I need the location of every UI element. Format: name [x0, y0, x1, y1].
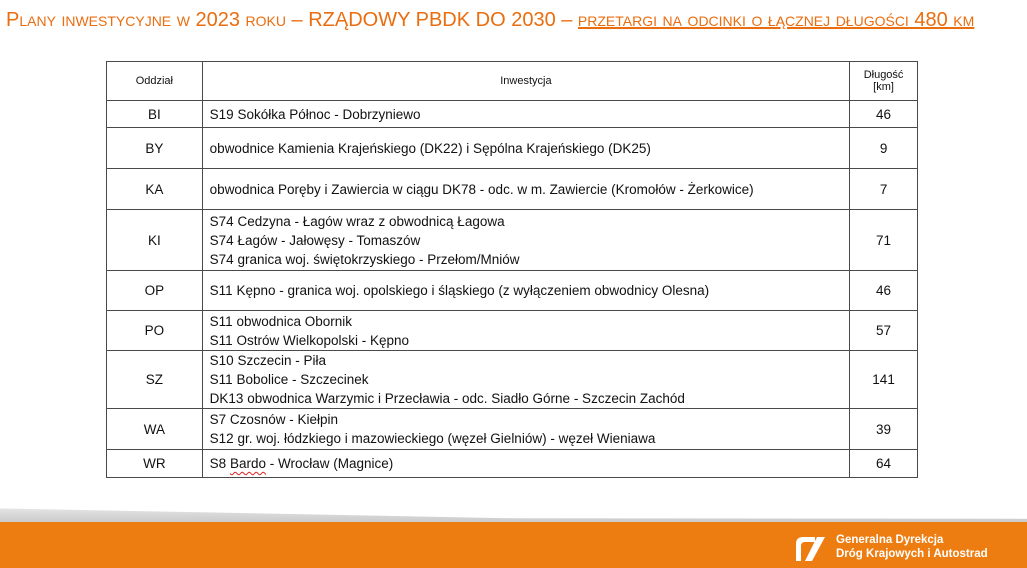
table-row — [107, 450, 918, 478]
header-inwestycja: Inwestycja — [202, 62, 849, 101]
cell-inwestycja — [202, 210, 849, 271]
investment-line: S74 granica woj. świętokrzyskiego - Przełom/Mniów — [209, 251, 520, 267]
spellcheck-word: Bardo — [229, 456, 266, 471]
investment-line: S10 Szczecin - Piła — [209, 353, 326, 368]
cell-inwestycja — [202, 409, 849, 450]
investment-line: S19 Sokółka Północ - Dobrzyniewo — [209, 106, 421, 122]
logo-line-2: Dróg Krajowych i Autostrad — [836, 548, 988, 560]
investment-line: S11 obwodnica Obornik — [209, 313, 353, 329]
cell-inwestycja — [202, 271, 849, 311]
investment-line: obwodnice Kamienia Krajeńskiego (DK22) i Sępólna Krajeńskiego (DK25) — [209, 140, 651, 156]
table-row — [107, 311, 918, 351]
cell-oddzial: OP — [107, 271, 203, 311]
cell-inwestycja — [202, 169, 849, 210]
table-row — [107, 271, 918, 311]
cell-dlugosc: 7 — [850, 169, 918, 210]
table-row — [107, 409, 918, 450]
cell-inwestycja — [202, 450, 849, 478]
cell-oddzial: KI — [107, 210, 203, 271]
cell-oddzial: PO — [107, 311, 203, 351]
investment-line: S7 Czosnów - Kiełpin — [209, 412, 338, 427]
cell-dlugosc: 46 — [850, 271, 918, 311]
cell-dlugosc: 46 — [850, 101, 918, 128]
table-row — [107, 210, 918, 271]
gddkia-logo-text — [836, 533, 1021, 563]
investment-line: S11 Kępno - granica woj. opolskiego i śląskiego (z wyłączeniem obwodnicy Olesna) — [209, 283, 710, 298]
cell-oddzial: WA — [107, 409, 203, 450]
logo-line-1: Generalna Dyrekcja — [836, 534, 944, 546]
title-main: Plany inwestycyjne w 2023 roku – RZĄDOWY PBDK DO 2030 – — [6, 9, 578, 31]
title-underlined: przetargi na odcinki o łącznej długości 480 km — [577, 9, 975, 31]
table-row — [107, 128, 918, 169]
table-row — [107, 101, 918, 128]
investment-line: S74 Cedzyna - Łagów wraz z obwodnicą Łagowa — [209, 213, 505, 229]
table-row — [107, 351, 918, 409]
cell-oddzial: KA — [107, 169, 203, 210]
cell-oddzial: SZ — [107, 351, 203, 409]
header-dlugosc-unit: [km] — [873, 81, 894, 93]
header-dlugosc — [850, 62, 918, 101]
investment-line: obwodnica Poręby i Zawiercia w ciągu DK78 - odc. w m. Zawiercie (Kromołów - Żerkowice) — [209, 181, 754, 197]
cell-inwestycja — [202, 101, 849, 128]
gddkia-logo-icon — [795, 533, 827, 563]
investment-line: DK13 obwodnica Warzymic i Przecławia - odc. Siadło Górne - Szczecin Zachód — [209, 391, 685, 406]
investment-line — [210, 454, 849, 473]
slide-title — [6, 6, 1027, 34]
cell-oddzial: WR — [107, 450, 203, 478]
cell-dlugosc: 39 — [850, 409, 918, 450]
cell-oddzial: BI — [107, 101, 203, 128]
investment-line: S12 gr. woj. łódzkiego i mazowieckiego (węzeł Gielniów) - węzeł Wieniawa — [209, 431, 656, 446]
cell-oddzial: BY — [107, 128, 203, 169]
investment-table — [106, 61, 918, 478]
cell-dlugosc: 57 — [850, 311, 918, 351]
header-dlugosc-label: Długość — [863, 69, 904, 81]
cell-inwestycja — [202, 311, 849, 351]
table-row — [107, 169, 918, 210]
cell-dlugosc: 64 — [850, 450, 918, 478]
header-oddzial: Oddział — [107, 62, 203, 101]
cell-dlugosc: 9 — [850, 128, 918, 169]
footer-gray-band — [0, 498, 1027, 524]
cell-dlugosc: 71 — [850, 210, 918, 271]
line-suffix: - Wrocław (Magnice) — [265, 456, 394, 471]
investment-line: S74 Łagów - Jałowęsy - Tomaszów — [209, 232, 421, 248]
investment-line: S11 Bobolice - Szczecinek — [209, 372, 369, 387]
cell-dlugosc: 141 — [850, 351, 918, 409]
line-prefix: S8 — [209, 456, 230, 471]
cell-inwestycja — [202, 351, 849, 409]
investment-line: S11 Ostrów Wielkopolski - Kępno — [209, 332, 410, 348]
cell-inwestycja — [202, 128, 849, 169]
table-header-row — [107, 62, 918, 101]
